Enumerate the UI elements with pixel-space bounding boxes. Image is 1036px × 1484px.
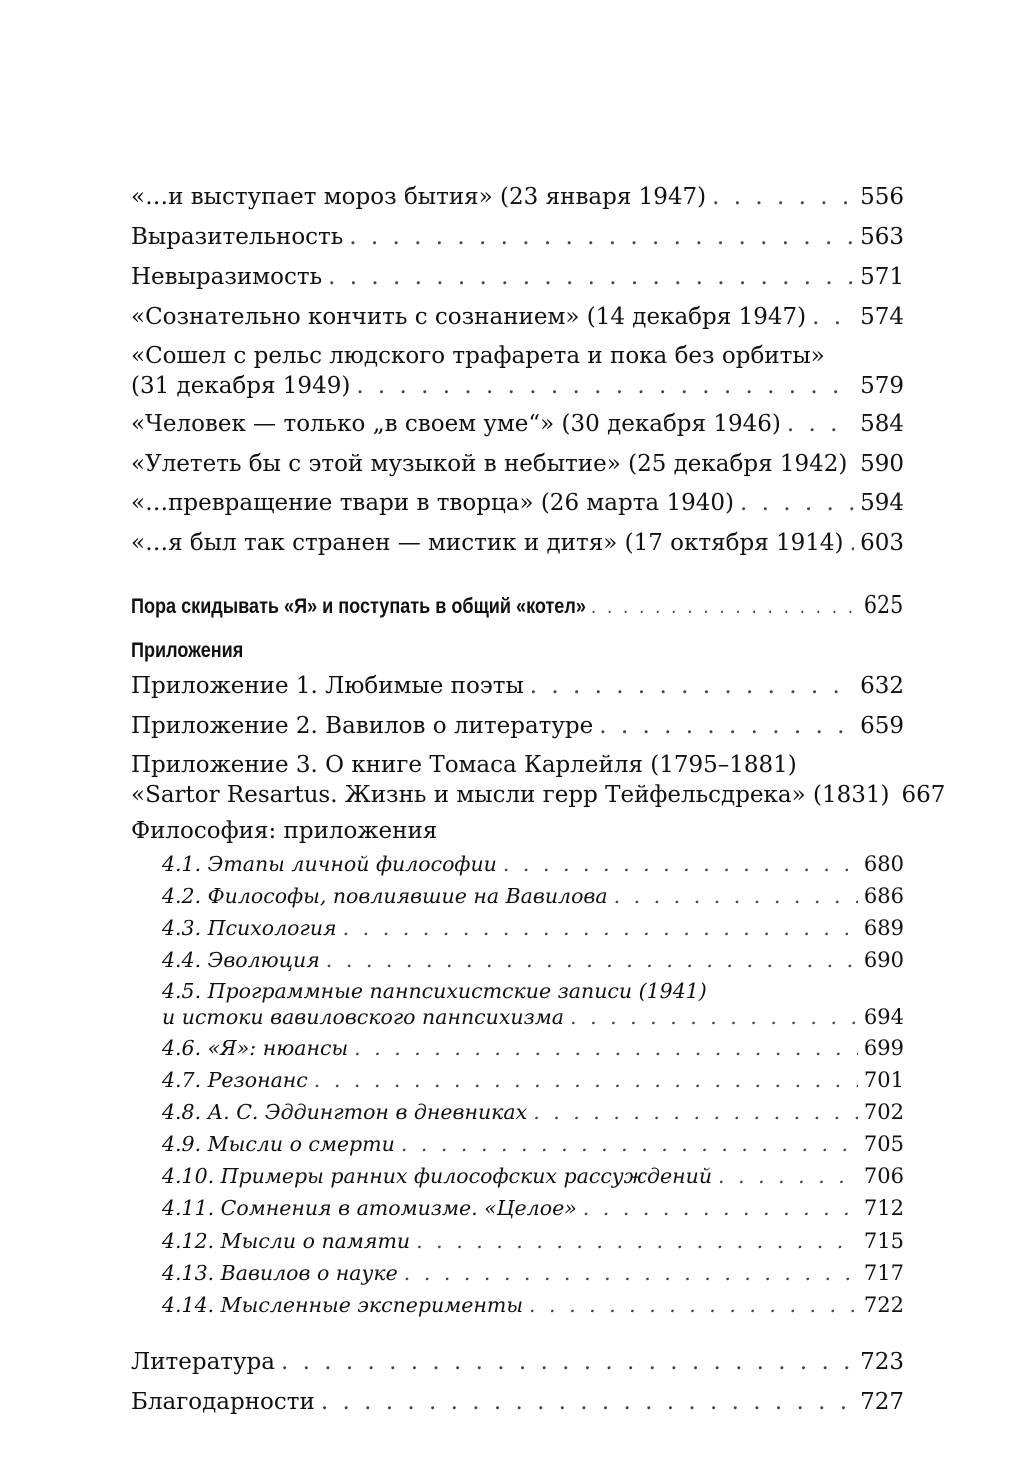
page-number: 579 <box>860 373 904 399</box>
page-number: 584 <box>860 411 904 437</box>
entry-title: 4.10. Примеры ранних философских рассуждений <box>162 1164 713 1188</box>
entry-title: «Sartor Resartus. Жизнь и мысли герр Тейфельсдрека» (1831) <box>131 782 890 808</box>
entry-title-line1: 4.5. Программные панпсихистские записи (1941) <box>162 979 707 1003</box>
page-number: 717 <box>863 1261 904 1285</box>
toc-subentry[interactable] <box>162 881 904 911</box>
leader-dots <box>356 371 854 401</box>
toc-entry[interactable] <box>131 341 904 401</box>
page-number: 702 <box>863 1100 904 1124</box>
entry-title: «…я был так странен — мистик и дитя» (17 октября 1914) <box>131 530 844 556</box>
leader-dots <box>599 711 854 741</box>
leader-dots <box>812 302 854 332</box>
toc-subentry[interactable] <box>162 978 904 1030</box>
leader-dots <box>343 913 858 943</box>
entry-title: Благодарности <box>131 1389 315 1415</box>
toc-subentry[interactable] <box>162 1129 904 1159</box>
page-number: 680 <box>863 852 904 876</box>
toc-entry[interactable] <box>131 488 904 518</box>
entry-title: 4.8. А. С. Эддингтон в дневниках <box>162 1100 528 1124</box>
entry-title: 4.9. Мысли о смерти <box>162 1132 395 1156</box>
leader-dots <box>529 1290 858 1320</box>
page-number: 706 <box>863 1164 904 1188</box>
toc-entry[interactable] <box>131 262 904 292</box>
leader-dots <box>614 881 858 911</box>
page-number: 712 <box>863 1196 904 1220</box>
entry-title: 4.12. Мысли о памяти <box>162 1229 411 1253</box>
subsection-heading: Философия: приложения <box>131 818 438 844</box>
page-number: 689 <box>863 916 904 940</box>
entry-title: 4.7. Резонанс <box>162 1068 308 1092</box>
page-number: 594 <box>860 490 904 516</box>
toc-subentry[interactable] <box>162 945 904 975</box>
leader-dots <box>850 528 855 558</box>
page-number: 603 <box>860 530 904 556</box>
entry-title: 4.2. Философы, повлиявшие на Вавилова <box>162 884 608 908</box>
page-number: 632 <box>860 673 904 699</box>
page-number: 705 <box>863 1132 904 1156</box>
page-number: 699 <box>863 1036 904 1060</box>
toc-subentry[interactable] <box>162 1065 904 1095</box>
leader-dots <box>416 1226 858 1256</box>
page-number: 574 <box>860 304 904 330</box>
entry-title-line1: Приложение 3. О книге Томаса Карлейля (1795–1881) <box>131 752 797 778</box>
leader-dots <box>401 1129 858 1159</box>
page-number: 556 <box>860 184 904 210</box>
toc-subentry[interactable] <box>162 1226 904 1256</box>
entry-title: «…и выступает мороз бытия» (23 января 1947) <box>131 184 707 210</box>
leader-dots <box>281 1347 854 1377</box>
page-number: 727 <box>860 1389 904 1415</box>
toc-entry[interactable] <box>131 409 904 439</box>
leader-dots <box>349 222 854 252</box>
leader-dots <box>328 262 854 292</box>
entry-title: 4.4. Эволюция <box>162 948 320 972</box>
leader-dots <box>533 1097 858 1127</box>
toc-subentry[interactable] <box>162 849 904 879</box>
page-number: 625 <box>863 591 904 619</box>
page-number: 686 <box>863 884 904 908</box>
toc-entry[interactable] <box>131 449 904 479</box>
section-heading: Приложения <box>131 639 244 662</box>
page-number: 694 <box>863 1005 904 1029</box>
entry-title: Литература <box>131 1349 275 1375</box>
leader-dots <box>530 671 854 701</box>
page-number: 563 <box>860 224 904 250</box>
toc-subentry[interactable] <box>162 913 904 943</box>
page-number: 722 <box>863 1293 904 1317</box>
entry-title: Невыразимость <box>131 264 323 290</box>
table-of-contents <box>131 0 946 1484</box>
toc-subentry[interactable] <box>162 1097 904 1127</box>
entry-title: 4.1. Этапы личной философии <box>162 852 497 876</box>
page-number: 659 <box>860 713 904 739</box>
toc-entry[interactable] <box>131 1387 904 1417</box>
toc-entry[interactable] <box>131 750 946 810</box>
entry-title: Пора скидывать «Я» и поступать в общий «котел» <box>131 595 586 618</box>
entry-title: «Улететь бы с этой музыкой в небытие» (25 декабря 1942) <box>131 451 848 477</box>
entry-title: Приложение 2. Вавилов о литературе <box>131 713 594 739</box>
entry-title: 4.6. «Я»: нюансы <box>162 1036 349 1060</box>
toc-entry[interactable] <box>131 302 904 332</box>
toc-entry[interactable] <box>131 528 904 558</box>
entry-title: Выразительность <box>131 224 344 250</box>
entry-title: 4.3. Психология <box>162 916 337 940</box>
toc-entry-section[interactable] <box>131 590 903 622</box>
entry-title: Приложение 1. Любимые поэты <box>131 673 524 699</box>
entry-title: «Человек — только „в своем уме“» (30 декабря 1946) <box>131 411 781 437</box>
toc-subentry[interactable] <box>162 1033 904 1063</box>
entry-title: «…превращение твари в творца» (26 марта 1940) <box>131 490 734 516</box>
entry-title: 4.13. Вавилов о науке <box>162 1261 398 1285</box>
page-number: 667 <box>901 782 946 808</box>
page-number: 715 <box>863 1229 904 1253</box>
toc-entry[interactable] <box>131 711 904 741</box>
page-number: 571 <box>860 264 904 290</box>
entry-title: «Сознательно кончить с сознанием» (14 декабря 1947) <box>131 304 807 330</box>
toc-entry[interactable] <box>131 182 904 212</box>
page-number: 690 <box>863 948 904 972</box>
leader-dots <box>570 1004 858 1030</box>
toc-entry[interactable] <box>131 222 904 252</box>
leader-dots <box>712 182 854 212</box>
leader-dots <box>314 1065 858 1095</box>
page-number: 590 <box>860 451 904 477</box>
entry-title: 4.11. Сомнения в атомизме. «Целое» <box>162 1196 577 1220</box>
leader-dots <box>591 592 859 622</box>
leader-dots <box>740 488 854 518</box>
toc-subentry[interactable] <box>162 1290 904 1320</box>
leader-dots <box>404 1258 858 1288</box>
leader-dots <box>354 1033 858 1063</box>
leader-dots <box>583 1193 858 1223</box>
toc-subentry[interactable] <box>162 1258 904 1288</box>
entry-title: и истоки вавиловского панпсихизма <box>162 1005 565 1029</box>
leader-dots <box>787 409 854 439</box>
page-number: 701 <box>863 1068 904 1092</box>
leader-dots <box>503 849 858 879</box>
entry-title: (31 декабря 1949) <box>131 373 351 399</box>
entry-title-line1: «Сошел с рельс людского трафарета и пока без орбиты» <box>131 343 825 369</box>
toc-entry[interactable] <box>131 1347 904 1377</box>
entry-title: 4.14. Мысленные эксперименты <box>162 1293 524 1317</box>
leader-dots <box>321 1387 854 1417</box>
leader-dots <box>718 1161 858 1191</box>
leader-dots <box>853 449 854 479</box>
toc-entry[interactable] <box>131 671 904 701</box>
leader-dots <box>326 945 858 975</box>
toc-subentry[interactable] <box>162 1193 904 1223</box>
toc-subentry[interactable] <box>162 1161 904 1191</box>
page-number: 723 <box>860 1349 904 1375</box>
